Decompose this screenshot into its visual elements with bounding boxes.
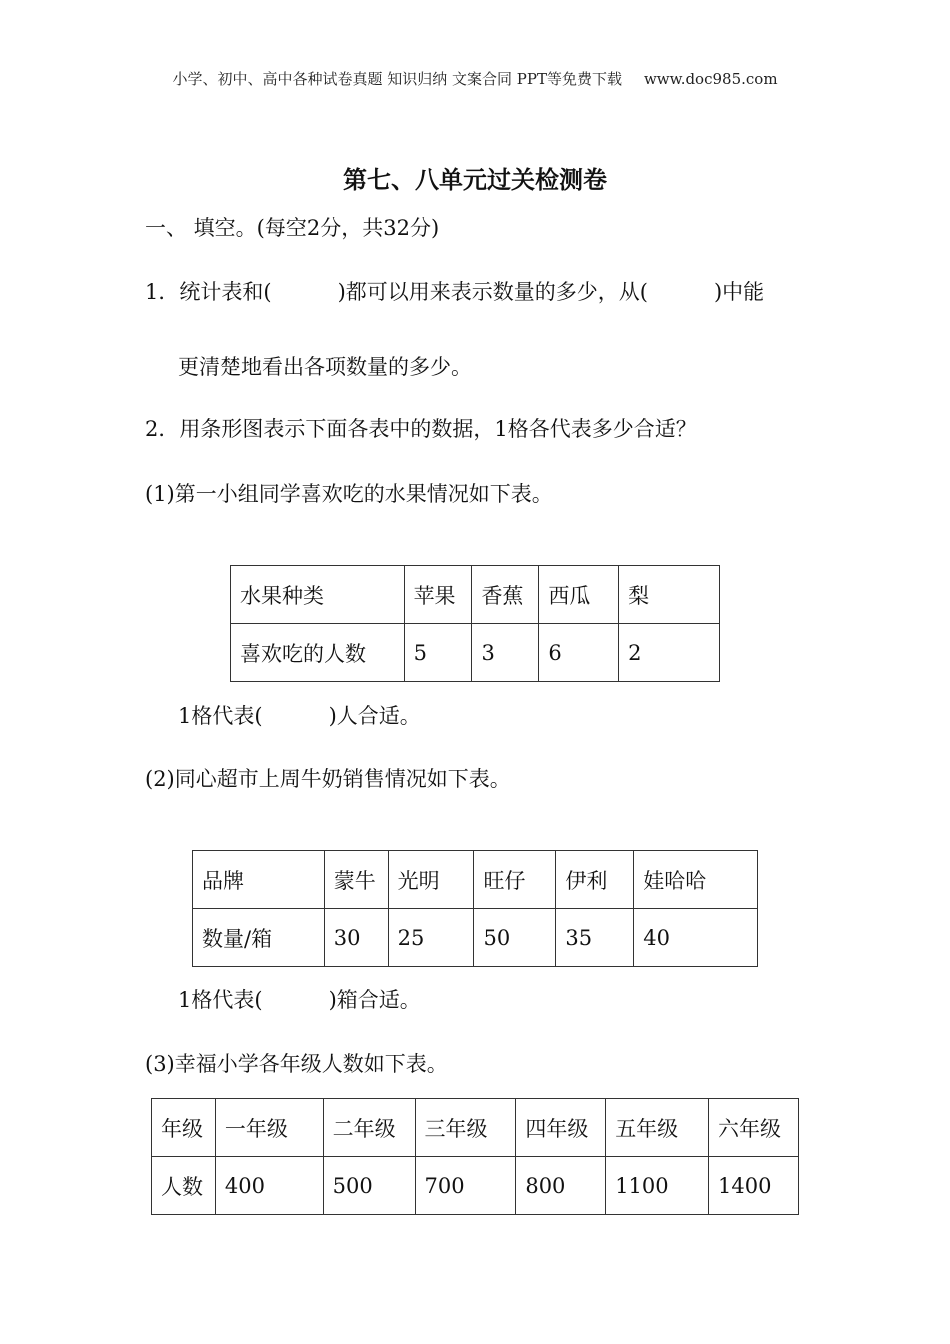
table-row (231, 624, 720, 682)
table-cell: 数量/箱 (193, 909, 325, 967)
header-url[interactable]: www.doc985.com (643, 70, 778, 88)
table-cell: 500 (323, 1157, 415, 1215)
table-header-cell: 年级 (152, 1099, 216, 1157)
table-header-cell: 水果种类 (231, 566, 405, 624)
table-cell: 1100 (606, 1157, 709, 1215)
table-cell: 3 (472, 624, 539, 682)
table-header-cell: 苹果 (404, 566, 472, 624)
table-header-cell: 伊利 (556, 851, 634, 909)
sub1-answer-suffix: )人合适。 (328, 704, 421, 728)
table-cell: 人数 (152, 1157, 216, 1215)
table-row (231, 566, 720, 624)
milk-table (192, 850, 758, 967)
table-row (152, 1099, 799, 1157)
header-text: 小学、初中、高中各种试卷真题 知识归纳 文案合同 PPT等免费下载 (172, 70, 622, 88)
sub2-answer (178, 984, 421, 1014)
table-header-cell: 香蕉 (472, 566, 539, 624)
table-cell: 喜欢吃的人数 (231, 624, 405, 682)
sub1-answer (178, 700, 421, 730)
table-header-cell: 旺仔 (474, 851, 556, 909)
table-cell: 700 (415, 1157, 516, 1215)
table-cell: 6 (539, 624, 619, 682)
table-cell: 35 (556, 909, 634, 967)
question-2-stem: 2．用条形图表示下面各表中的数据，1格各代表多少合适？ (145, 417, 697, 441)
sub3-caption: (3)幸福小学各年级人数如下表。 (145, 1052, 448, 1076)
table-header-cell: 娃哈哈 (634, 851, 758, 909)
table-cell: 400 (215, 1157, 323, 1215)
table-header-cell: 品牌 (193, 851, 325, 909)
page-title: 第七、八单元过关检测卷 (343, 166, 607, 194)
table-header-cell: 六年级 (709, 1099, 799, 1157)
fruit-table (230, 565, 720, 682)
q1-text-a: 1．统计表和( (145, 280, 272, 304)
page-header (0, 68, 950, 89)
table-header-cell: 四年级 (516, 1099, 606, 1157)
sub1-answer-prefix: 1格代表( (178, 704, 263, 728)
grade-table (151, 1098, 799, 1215)
table-cell: 800 (516, 1157, 606, 1215)
table-header-cell: 梨 (619, 566, 720, 624)
sub2-answer-prefix: 1格代表( (178, 988, 263, 1012)
table-cell: 50 (474, 909, 556, 967)
table-header-cell: 五年级 (606, 1099, 709, 1157)
table-cell: 5 (404, 624, 472, 682)
table-header-cell: 三年级 (415, 1099, 516, 1157)
table-row (152, 1157, 799, 1215)
table-header-cell: 西瓜 (539, 566, 619, 624)
table-header-cell: 光明 (388, 851, 474, 909)
question-1-line-2: 更清楚地看出各项数量的多少。 (178, 355, 472, 379)
sub2-answer-suffix: )箱合适。 (328, 988, 421, 1012)
table-header-cell: 一年级 (215, 1099, 323, 1157)
table-cell: 2 (619, 624, 720, 682)
section-heading: 一、 填空。(每空2分，共32分) (145, 216, 440, 240)
table-row (193, 909, 758, 967)
table-cell: 30 (324, 909, 388, 967)
q1-text-b: )都可以用来表示数量的多少，从( (337, 280, 648, 304)
sub2-caption: (2)同心超市上周牛奶销售情况如下表。 (145, 767, 511, 791)
table-cell: 25 (388, 909, 474, 967)
q1-text-c: )中能 (713, 280, 765, 304)
table-row (193, 851, 758, 909)
table-header-cell: 二年级 (323, 1099, 415, 1157)
table-cell: 1400 (709, 1157, 799, 1215)
question-1-line-1 (145, 276, 764, 306)
table-cell: 40 (634, 909, 758, 967)
sub1-caption: (1)第一小组同学喜欢吃的水果情况如下表。 (145, 482, 553, 506)
table-header-cell: 蒙牛 (324, 851, 388, 909)
